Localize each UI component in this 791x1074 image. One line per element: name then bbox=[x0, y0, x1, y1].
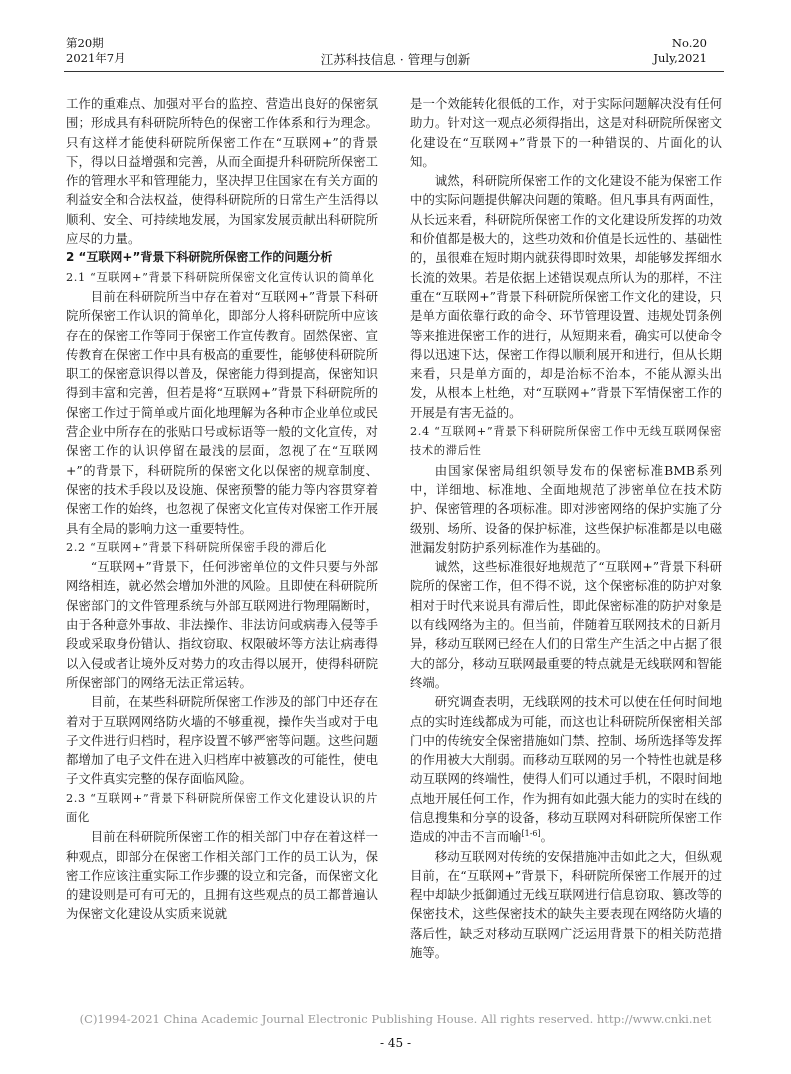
body-paragraph bbox=[410, 692, 722, 846]
citation-marker: [1-6] bbox=[521, 829, 541, 839]
paragraph-text: 是一个效能转化很低的工作，对于实际问题解决没有任何助力。针对这一观点必须得指出，这是对科研院所保密文化建设在“互联网+”背景下的一种错误的、片面化的认知。 bbox=[410, 96, 722, 169]
body-paragraph bbox=[410, 171, 722, 422]
paragraph-text: 诚然，科研院所保密工作的文化建设不能为保密工作中的实际问题提供解决问题的策略。但凡事具有两面性，从长远来看，科研院所保密工作的文化建设所发挥的功效和价值都是极大的，这些功效和价值是长远性的、基础性的，虽很难在短时期内就获得即时效果，却能够发挥细水长流的效果。若是依据上述错误观点所认为的那样，不注重在“互联网+”背景下科研院所保密工作文化的建设，只是单方面依靠行政的命令、环节管理设置、违规处罚条例等来推进保密工作的进行，从短期来看，确实可以使命令得以迅速下达，保密工作得以顺利展开和进行，但从长期来看，只是单方面的，却是治标不治本，不能从源头出发，从根本上杜绝，对“互联网+”背景下军情保密工作的开展是有害无益的。 bbox=[410, 173, 722, 420]
body-paragraph bbox=[66, 692, 378, 788]
paragraph-text: 移动互联网对传统的安保措施冲击如此之大，但纵观目前，在“互联网+”背景下，科研院所保密工作展开的过程中却缺少抵御通过无线互联网进行信息窃取、篡改等的保密技术，这些保密技术的缺失主要表现在网络防火墙的落后性，缺乏对移动互联网广泛运用背景下的相关防范措施等。 bbox=[410, 848, 722, 961]
issue-number-cn: 第20期 bbox=[66, 36, 104, 50]
issue-date-cn: 2021年7月 bbox=[66, 51, 126, 65]
body-paragraph bbox=[410, 557, 722, 692]
copyright-notice: (C)1994-2021 China Academic Journal Electronic Publishing House. All rights reserved. http://www.cnki.net bbox=[79, 1012, 712, 1026]
paragraph-text: 2.3 “互联网+”背景下科研院所保密工作文化建设认识的片面化 bbox=[66, 791, 378, 824]
paragraph-text: 由国家保密局组织领导发布的保密标准BMB系列中，详细地、标准地、全面地规范了涉密单位在技术防护、保密管理的各项标准。即对涉密网络的保护实施了分级别、场所、设备的保护标准，这些保护标准都是以电磁泄漏发射防护系列标准作为基础的。 bbox=[410, 462, 722, 555]
paragraph-text: 工作的重难点、加强对平台的监控、营造出良好的保密氛围；形成具有科研院所特色的保密工作体系和行为理念。只有这样才能使科研院所保密工作在“互联网+”的背景下，得以日益增强和完善，从而全面提升科研院所保密工作的管理水平和管理能力，坚决捍卫住国家在有关方面的利益安全和合法权益，使得科研院所的日常生产生活得以顺利、安全、可持续地发展，为国家发展贡献出科研院所应尽的力量。 bbox=[66, 96, 378, 247]
body-paragraph bbox=[410, 94, 722, 171]
body-paragraph bbox=[66, 557, 378, 692]
paragraph-text: 2.1 “互联网+”背景下科研院所保密文化宣传认识的简单化 bbox=[66, 270, 375, 284]
paragraph-text: 目前，在某些科研院所保密工作涉及的部门中还存在着对于互联网网络防火墙的不够重视，操作失当或对于电子文件进行归档时，程序设置不够严密等问题。这些问题都增加了电子文件在进入归档库中被篡改的可能性，使电子文件真实完整的保存面临风险。 bbox=[66, 694, 378, 787]
subsection-heading bbox=[66, 789, 378, 828]
body-paragraph bbox=[410, 461, 722, 557]
paragraph-text: 目前在科研院所当中存在着对“互联网+”背景下科研院所保密工作认识的简单化，即部分人将科研院所中应该存在的保密工作等同于保密工作宣传教育。固然保密、宣传教育在保密工作中具有极高的重要性，能够使科研院所职工的保密意识得以普及，保密能力得到提高，保密知识得到丰富和完善，但若是将“互联网+”背景下科研院所的保密工作过于简单或片面化地理解为各种市企业单位或民营企业中所存在的张贴口号或标语等一般的文化宣传，对保密工作的认识停留在最浅的层面，忽视了在“互联网+”的背景下，科研院所的保密文化以保密的规章制度、保密的技术手段以及设施、保密预警的能力等内容贯穿着保密工作的始终，也忽视了保密文化宣传对保密工作开展具有全局的影响力这一重要特性。 bbox=[66, 288, 378, 536]
section-heading bbox=[66, 248, 378, 267]
subsection-heading bbox=[66, 538, 378, 557]
paragraph-text: 研究调查表明，无线联网的技术可以使在任何时间地点的实时连线都成为可能，而这也让科研院所保密相关部门中的传统安全保密措施如门禁、控制、场所选择等发挥的作用被大大削弱。而移动互联网的另一个特性也就是移动互联网的终端性，使得人们可以通过手机，不限时间地点地开展任何工作，作为拥有如此强大能力的实时在线的信息搜集和分享的设备，移动互联网对科研院所保密工作造成的冲击不言而喻 bbox=[410, 694, 722, 845]
paragraph-text: “互联网+”背景下，任何涉密单位的文件只要与外部网络相连，就必然会增加外泄的风险。且即使在科研院所保密部门的文件管理系统与外部互联网进行物理隔断时，由于各种意外事故、非法操作、非法访问或病毒入侵等手段或采取身份错认、指纹窃取、权限破坏等方法让病毒得以入侵或者让境外反对势力的攻击得以展开，使得科研院所保密部门的网络无法正常运转。 bbox=[66, 559, 378, 690]
header-right bbox=[653, 36, 707, 66]
body-paragraph bbox=[66, 94, 378, 248]
paragraph-text: 诚然，这些标准很好地规范了“互联网+”背景下科研院所的保密工作，但不得不说，这个保密标准的防护对象相对于时代来说具有滞后性，即此保密标准的防护对象是以有线网络为主的。但当前，伴随着互联网技术的日新月异，移动互联网已经在人们的日常生产生活之中占据了很大的部分，移动互联网最重要的特点就是无线联网和智能终端。 bbox=[410, 559, 722, 690]
subsection-heading bbox=[66, 268, 378, 287]
paragraph-text: 2.2 “互联网+”背景下科研院所保密手段的滞后化 bbox=[66, 540, 327, 554]
body-paragraph bbox=[66, 827, 378, 923]
subsection-heading bbox=[410, 422, 722, 461]
paragraph-text: 2.4 “互联网+”背景下科研院所保密工作中无线互联网保密技术的滞后性 bbox=[410, 425, 722, 458]
journal-title: 江苏科技信息 · 管理与创新 bbox=[320, 52, 471, 67]
body-paragraph bbox=[66, 287, 378, 538]
issue-date-en: July,2021 bbox=[653, 51, 707, 65]
page-number: - 45 - bbox=[379, 1036, 411, 1050]
header-rule bbox=[64, 71, 724, 72]
body-paragraph bbox=[410, 847, 722, 963]
left-column bbox=[66, 94, 378, 924]
paragraph-tail: 。 bbox=[540, 829, 554, 845]
right-column bbox=[410, 94, 722, 962]
paragraph-text: 目前在科研院所保密工作的相关部门中存在着这样一种观点，即部分在保密工作相关部门工作的员工认为，保密工作应该注重实际工作步骤的设立和完备，而保密文化的建设则是可有可无的，且拥有这些观点的员工都普遍认为保密文化建设从实质来说就 bbox=[66, 829, 378, 922]
issue-number-en: No.20 bbox=[671, 36, 707, 50]
paragraph-text: 2 “互联网+”背景下科研院所保密工作的问题分析 bbox=[66, 250, 333, 265]
